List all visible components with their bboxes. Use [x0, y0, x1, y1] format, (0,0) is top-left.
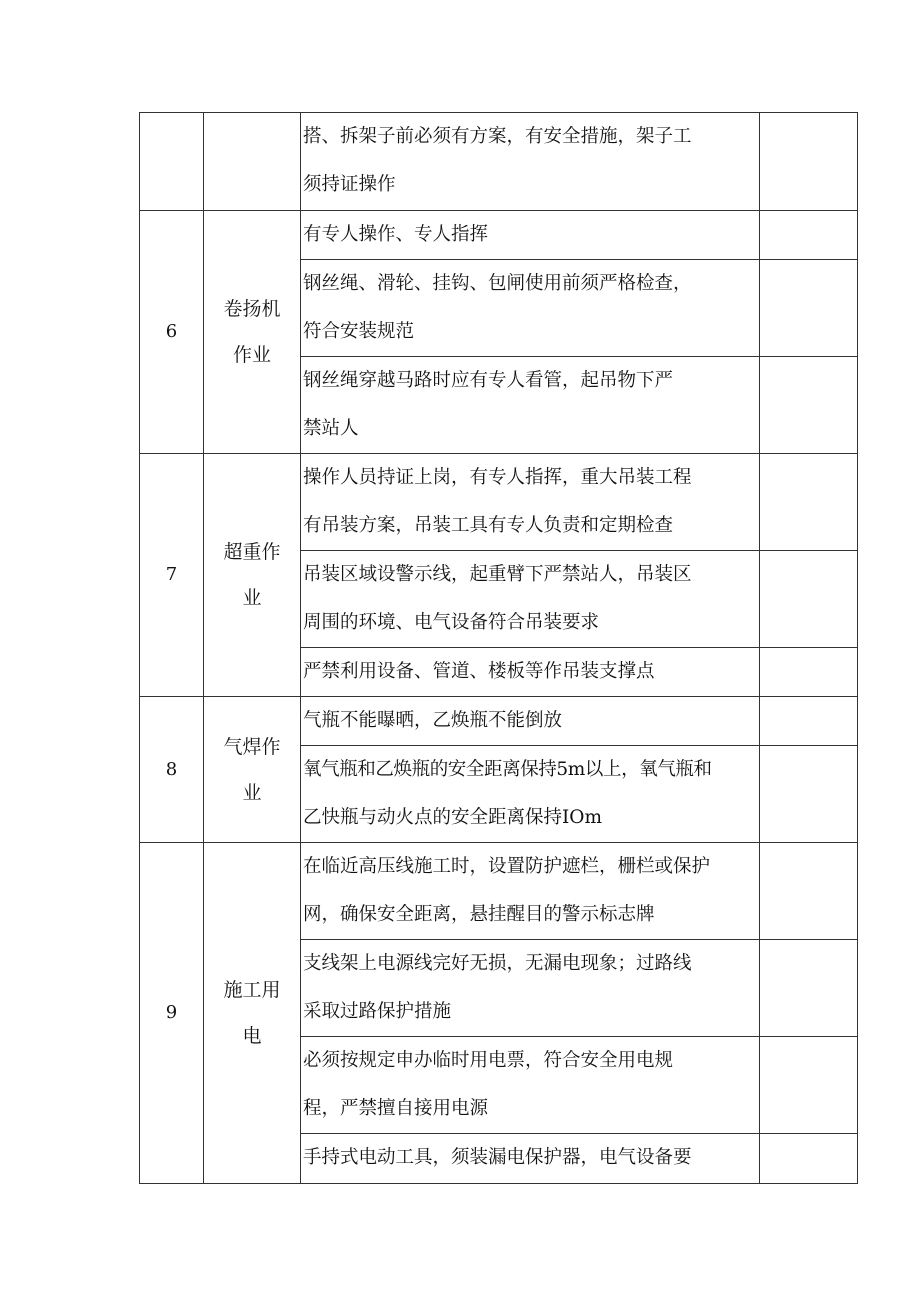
category-line: 业 — [242, 587, 262, 609]
check-result-cell — [760, 648, 858, 697]
requirement-cell — [301, 357, 760, 454]
item-category — [204, 843, 301, 1184]
category-line: 业 — [242, 781, 262, 804]
category-line: 气焊作 — [223, 735, 281, 758]
category-line: 施工用 — [223, 979, 281, 1001]
table-row — [140, 211, 858, 260]
check-result-cell — [760, 211, 858, 260]
check-result-cell — [760, 843, 858, 940]
requirement-line: 禁站人 — [303, 418, 359, 439]
requirement-line: 周围的环境、电气设备符合吊装要求 — [303, 612, 600, 633]
check-result-cell — [760, 454, 858, 551]
item-number — [140, 113, 204, 211]
requirement-cell — [301, 648, 760, 697]
requirement-line: 程，严禁擅自接用电源 — [303, 1098, 489, 1119]
requirement-line: 采取过路保护措施 — [303, 1001, 452, 1022]
item-category — [204, 113, 301, 211]
item-number: 8 — [140, 697, 204, 843]
requirement-cell — [301, 260, 760, 357]
requirement-line: 有吊装方案，吊装工具有专人负责和定期检查 — [303, 515, 674, 536]
check-result-cell — [760, 357, 858, 454]
item-category — [204, 697, 301, 843]
requirement-line: 钢丝绳、滑轮、挂钩、包闸使用前须严格检查， — [303, 273, 692, 294]
table-row — [140, 697, 858, 746]
requirement-line: 支线架上电源线完好无损，无漏电现象；过路线 — [303, 953, 692, 974]
check-result-cell — [760, 260, 858, 357]
requirement-line: 搭、拆架子前必须有方案，有安全措施，架子工 — [303, 126, 692, 147]
check-result-cell — [760, 940, 858, 1037]
check-result-cell — [760, 1134, 858, 1184]
requirement-line: 氧气瓶和乙焕瓶的安全距离保持5m以上，氧气瓶和 — [303, 759, 712, 780]
requirement-line: 操作人员持证上岗，有专人指挥，重大吊装工程 — [303, 467, 692, 488]
category-line: 超重作 — [223, 541, 281, 563]
requirement-line: 气瓶不能曝晒，乙焕瓶不能倒放 — [303, 710, 563, 731]
item-category — [204, 211, 301, 454]
safety-inspection-table — [139, 112, 858, 1184]
requirement-cell — [301, 1037, 760, 1134]
item-number: 7 — [140, 454, 204, 697]
requirement-line: 网，确保安全距离，悬挂醒目的警示标志牌 — [303, 904, 655, 925]
requirement-line: 必须按规定申办临时用电票，符合安全用电规 — [303, 1050, 674, 1071]
check-result-cell — [760, 746, 858, 843]
requirement-line: 在临近高压线施工时，设置防护遮栏，栅栏或保护 — [303, 856, 711, 877]
requirement-line: 严禁利用设备、管道、楼板等作吊装支撑点 — [303, 661, 655, 682]
requirement-cell — [301, 1134, 760, 1184]
category-line: 电 — [242, 1025, 262, 1047]
requirement-cell — [301, 211, 760, 260]
requirement-cell — [301, 940, 760, 1037]
check-result-cell — [760, 113, 858, 211]
table-row — [140, 113, 858, 211]
table-row — [140, 454, 858, 551]
check-result-cell — [760, 1037, 858, 1134]
requirement-line: 有专人操作、专人指挥 — [303, 224, 489, 245]
check-result-cell — [760, 697, 858, 746]
category-line: 卷扬机 — [223, 298, 281, 320]
category-line: 作业 — [232, 344, 271, 366]
table-row — [140, 843, 858, 940]
item-category — [204, 454, 301, 697]
requirement-cell — [301, 113, 760, 211]
check-result-cell — [760, 551, 858, 648]
requirement-line: 吊装区域设警示线，起重臂下严禁站人，吊装区 — [303, 564, 692, 585]
requirement-cell — [301, 746, 760, 843]
requirement-cell — [301, 551, 760, 648]
requirement-cell — [301, 697, 760, 746]
requirement-line: 须持证操作 — [303, 174, 396, 195]
requirement-line: 手持式电动工具，须装漏电保护器，电气设备要 — [303, 1147, 692, 1168]
item-number: 9 — [140, 843, 204, 1184]
requirement-line: 乙快瓶与动火点的安全距离保持IOm — [303, 807, 603, 828]
requirement-cell — [301, 843, 760, 940]
requirement-line: 钢丝绳穿越马路时应有专人看管，起吊物下严 — [303, 370, 674, 391]
item-number: 6 — [140, 211, 204, 454]
requirement-cell — [301, 454, 760, 551]
requirement-line: 符合安装规范 — [303, 321, 415, 342]
